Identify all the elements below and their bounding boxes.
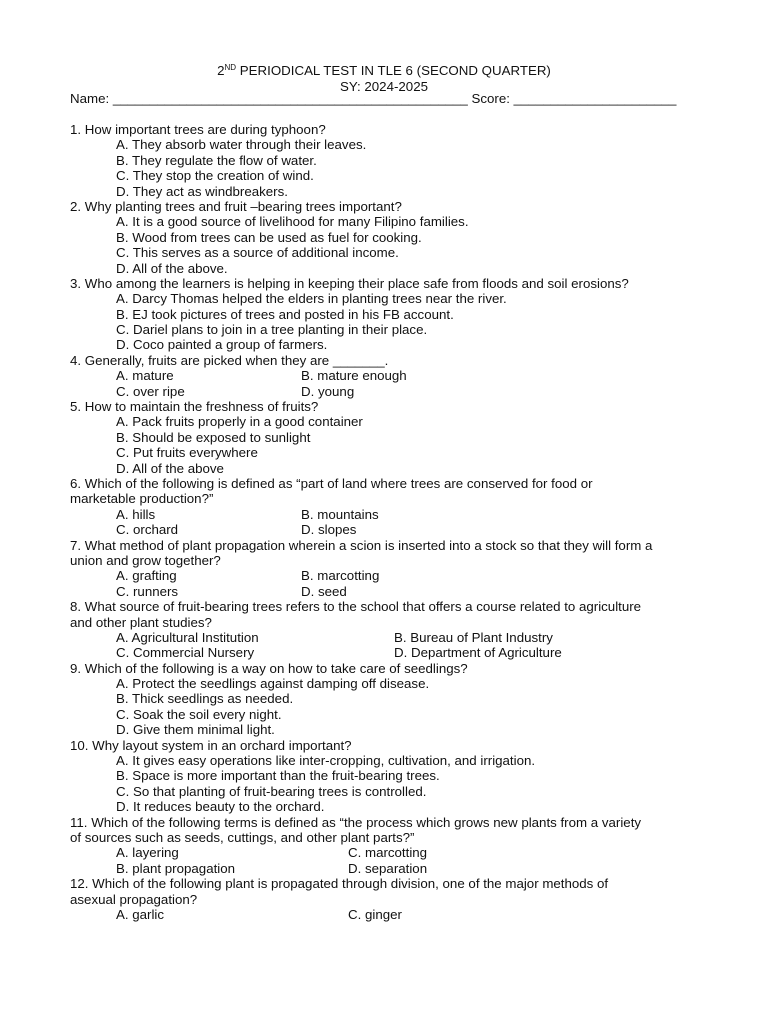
question-stem: 11. Which of the following terms is defined as “the process which grows new plants from a variety: [70, 814, 642, 830]
answer-option: C. They stop the creation of wind.: [116, 168, 314, 184]
question-stem: 12. Which of the following plant is propagated through division, one of the major methods of: [70, 876, 609, 892]
answer-option: D. slopes: [301, 522, 357, 538]
question-item: [70, 738, 700, 815]
question-stem: 2. Why planting trees and fruit –bearing trees important?: [70, 198, 402, 214]
answer-option: B. marcotting: [301, 568, 380, 584]
question-item: [70, 353, 700, 399]
answer-option: D. It reduces beauty to the orchard.: [116, 799, 325, 815]
question-stem: asexual propagation?: [70, 891, 198, 907]
answer-option: C. marcotting: [348, 845, 428, 861]
test-title: 2ND PERIODICAL TEST IN TLE 6 (SECOND QUARTER): [217, 63, 551, 78]
question-item: [70, 815, 700, 877]
question-stem: 1. How important trees are during typhoon?: [70, 122, 326, 137]
answer-option: B. mature enough: [301, 368, 407, 384]
answer-option-row: [70, 630, 700, 645]
answer-option: D. All of the above: [116, 460, 224, 476]
answer-option: B. plant propagation: [116, 860, 236, 876]
answer-option: A. mature: [116, 368, 174, 384]
answer-option-row: [70, 507, 700, 522]
question-stem: 3. Who among the learners is helping in keeping their place safe from floods and soil erosions?: [70, 275, 629, 291]
answer-option-row: [70, 845, 700, 860]
answer-option-row: [70, 568, 700, 583]
question-item: [70, 122, 700, 199]
answer-option: A. Pack fruits properly in a good container: [116, 414, 363, 430]
question-item: [70, 476, 700, 538]
question-item: [70, 276, 700, 353]
answer-option: A. garlic: [116, 906, 165, 922]
school-year: SY: 2024-2025: [340, 79, 428, 94]
answer-option: A. It gives easy operations like inter-cropping, cultivation, and irrigation.: [116, 753, 536, 769]
question-stem: of sources such as seeds, cuttings, and other plant parts?”: [70, 829, 415, 845]
answer-option-row: [70, 368, 700, 383]
question-stem: marketable production?”: [70, 491, 214, 507]
answer-option: B. Space is more important than the fruit-bearing trees.: [116, 768, 440, 784]
answer-option: B. Thick seedlings as needed.: [116, 691, 294, 707]
answer-option: A. Protect the seedlings against damping off disease.: [116, 676, 430, 692]
question-item: [70, 599, 700, 661]
answer-option: D. All of the above.: [116, 260, 228, 276]
answer-option: A. They absorb water through their leaves.: [116, 137, 367, 153]
question-list: [70, 122, 700, 922]
answer-option: D. seed: [301, 583, 347, 599]
answer-option: C. ginger: [348, 906, 402, 922]
answer-option: B. EJ took pictures of trees and posted in his FB account.: [116, 306, 454, 322]
answer-option: B. Should be exposed to sunlight: [116, 429, 311, 445]
answer-option-row: [70, 645, 700, 660]
answer-option: C. This serves as a source of additional income.: [116, 245, 399, 261]
answer-option: A. hills: [116, 506, 156, 522]
answer-option: A. Darcy Thomas helped the elders in planting trees near the river.: [116, 291, 507, 307]
test-header: [0, 60, 768, 95]
answer-option: C. Commercial Nursery: [116, 645, 255, 661]
question-stem: 9. Which of the following is a way on how to take care of seedlings?: [70, 660, 468, 676]
question-item: [70, 876, 700, 922]
question-item: [70, 199, 700, 276]
answer-option: C. orchard: [116, 522, 179, 538]
answer-option: A. layering: [116, 845, 179, 861]
question-item: [70, 661, 700, 738]
answer-option-row: [70, 384, 700, 399]
answer-option-row: [70, 907, 700, 922]
question-stem: 7. What method of plant propagation wherein a scion is inserted into a stock so that they will form a: [70, 537, 653, 553]
answer-option: A. It is a good source of livelihood for many Filipino families.: [116, 214, 469, 230]
answer-option: A. grafting: [116, 568, 177, 584]
answer-option: D. separation: [348, 860, 428, 876]
answer-option: C. Soak the soil every night.: [116, 706, 282, 722]
answer-option: C. Put fruits everywhere: [116, 445, 258, 461]
question-item: [70, 538, 700, 600]
answer-option: D. Give them minimal light.: [116, 722, 275, 738]
question-item: [70, 399, 700, 476]
answer-option: B. Bureau of Plant Industry: [394, 629, 553, 645]
name-score-line: Name: ________________________________________________ Score: ______________________: [70, 91, 677, 106]
answer-option: A. Agricultural Institution: [116, 629, 259, 645]
answer-option-row: [70, 584, 700, 599]
answer-option-row: [70, 522, 700, 537]
question-stem: and other plant studies?: [70, 614, 212, 630]
answer-option: C. runners: [116, 583, 179, 599]
question-stem: 8. What source of fruit-bearing trees refers to the school that offers a course related to agriculture: [70, 599, 642, 615]
answer-option: B. They regulate the flow of water.: [116, 152, 317, 168]
answer-option: C. over ripe: [116, 383, 185, 399]
question-stem: union and grow together?: [70, 552, 221, 568]
answer-option: B. Wood from trees can be used as fuel for cooking.: [116, 229, 422, 245]
answer-option: B. mountains: [301, 506, 379, 522]
answer-option: D. They act as windbreakers.: [116, 183, 288, 199]
question-stem: 4. Generally, fruits are picked when they are _______.: [70, 352, 389, 368]
answer-option: C. So that planting of fruit-bearing trees is controlled.: [116, 783, 427, 799]
answer-option: D. Coco painted a group of farmers.: [116, 337, 328, 353]
question-stem: 5. How to maintain the freshness of fruits?: [70, 399, 319, 415]
answer-option: D. young: [301, 383, 355, 399]
answer-option-row: [70, 861, 700, 876]
question-stem: 6. Which of the following is defined as “part of land where trees are conserved for food or: [70, 475, 593, 491]
answer-option: D. Department of Agriculture: [394, 645, 562, 661]
question-stem: 10. Why layout system in an orchard important?: [70, 737, 352, 753]
answer-option: C. Dariel plans to join in a tree planting in their place.: [116, 322, 428, 338]
